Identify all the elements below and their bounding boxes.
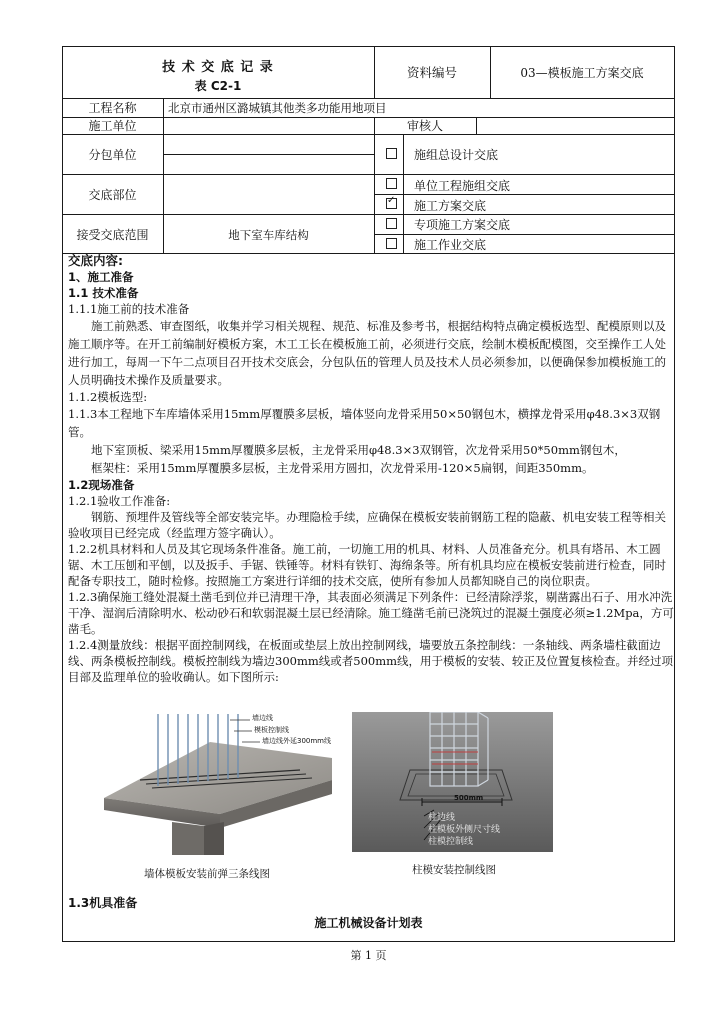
left-figure-caption: 墙体模板安装前弹三条线图	[144, 868, 270, 880]
option-checkbox-construction-plan[interactable]	[386, 198, 397, 209]
scope-value: 地下室车库结构	[228, 228, 309, 242]
option-checkbox-work-operation[interactable]	[386, 238, 397, 249]
content-heading: 交底内容:	[68, 253, 123, 268]
paragraph-column-formwork: 框架柱：采用15mm厚覆膜多层板，主龙骨采用方圆扣，次龙骨采用-120×5扁钢，间距350mm。	[91, 461, 594, 475]
page-number: 第 1 页	[350, 949, 387, 962]
column-formwork-figure	[352, 712, 553, 852]
paragraph-slab-formwork: 地下室顶板、梁采用15mm厚覆膜多层板，主龙骨采用φ48.3×3双钢管，次龙骨采用50*50mm钢包木，	[91, 443, 626, 457]
section-1-1-2: 1.1.2模板选型:	[68, 390, 148, 404]
equipment-table-title: 施工机械设备计划表	[314, 916, 423, 930]
project-name-label: 工程名称	[88, 101, 137, 115]
section-1-2: 1.2现场准备	[68, 478, 135, 492]
left-label-control-line: 模板控制线	[254, 726, 289, 734]
paragraph-survey-lines: 1.2.4测量放线：根据平面控制网线，在板面或垫层上放出控制网线，墙要放五条控制线：一条轴线、两条墙柱截面边线、两条模板控制线。模板控制线为墙边300mm线或者500mm线，用于模板的安装、较正及位置复核检查。并经过项目部及监理单位的验收确认。如下图所示:	[68, 638, 674, 684]
option-label-work-operation: 施工作业交底	[414, 238, 487, 252]
section-1-2-1: 1.2.1验收工作准备:	[68, 494, 171, 508]
paragraph-acceptance: 钢筋、预埋件及管线等全部安装完毕。办理隐检手续，应确保在模板安装前钢筋工程的隐蔽、机电安装工程等相关验收项目已经完成（经监理方签字确认）。	[68, 510, 666, 540]
record-title: 技 术 交 底 记 录	[162, 60, 274, 75]
reference-value: 03—模板施工方案交底	[520, 66, 644, 80]
right-dimension-500mm: 500mm	[454, 794, 484, 802]
subcontractor-label: 分包单位	[88, 148, 137, 162]
option-label-construction-plan: 施工方案交底	[414, 199, 487, 213]
disclosure-part-label: 交底部位	[88, 188, 137, 202]
option-checkbox-unit-engineering[interactable]	[386, 178, 397, 189]
left-label-offset-line: 墙边线外延300mm线	[262, 737, 331, 745]
section-1: 1、施工准备	[68, 270, 134, 284]
paragraph-construction-joint: 1.2.3确保施工缝处混凝土凿毛到位并已清理干净，其表面必须满足下列条件：已经清除浮浆，剔凿露出石子、用水冲洗干净、湿润后清除明水、松动砂石和软弱混凝土层已经清除。施工缝凿毛前已浇筑过的混凝土强度必须≥1.2Mpa，方可凿毛。	[68, 590, 674, 636]
form-number: 表 C2-1	[194, 79, 242, 93]
right-label-column-edge: 柱边线	[428, 813, 456, 823]
paragraph-wall-formwork: 1.1.3本工程地下车库墙体采用15mm厚覆膜多层板，墙体竖向龙骨采用50×50钢包木，横撑龙骨采用φ48.3×3双钢管。	[68, 407, 661, 439]
scope-label: 接受交底范围	[76, 228, 149, 242]
right-label-outer-dimension: 柱模板外侧尺寸线	[428, 825, 501, 835]
option-label-overall-design: 施组总设计交底	[414, 148, 499, 162]
section-1-1: 1.1 技术准备	[68, 286, 139, 300]
reviewer-label: 审核人	[406, 119, 443, 133]
section-1-1-1: 1.1.1施工前的技术准备	[68, 302, 190, 316]
section-1-3: 1.3机具准备	[68, 896, 138, 910]
paragraph-technical-prep: 施工前熟悉、审查图纸，收集并学习相关规程、规范、标准及参考书，根据结构特点确定模板选型、配模原则以及施工顺序等。在开工前编制好模板方案，木工工长在模板施工前，必须进行交底，绘制木模板配模图，交至操作工人处进行加工，每周一下午二点项目召开技术交底会，分包队伍的管理人员及技术人员必须参加，以便确保参加模板施工的人员明确技术操作及质量要求。	[68, 319, 666, 387]
left-label-wall-edge: 墙边线	[252, 714, 273, 722]
option-checkbox-overall-design[interactable]	[386, 148, 397, 159]
paragraph-equipment: 1.2.2机具材料和人员及其它现场条件准备。施工前，一切施工用的机具、材料、人员准备充分。机具有塔吊、木工圆锯、木工压刨和平刨，以及扳手、手锯、铁锤等。材料有铁钉、海绵条等。所有机具均应在模板安装前进行检查，同时配备专职技工，随时检修。按照施工方案进行详细的技术交底，使所有参加人员都知晓自己的岗位职责。	[68, 542, 666, 588]
wall-formwork-figure	[100, 710, 332, 855]
option-checkbox-special-plan[interactable]	[386, 218, 397, 229]
option-label-special-plan: 专项施工方案交底	[414, 218, 511, 232]
project-name-value: 北京市通州区潞城镇其他类多功能用地项目	[168, 101, 387, 115]
right-label-control-line: 柱模控制线	[428, 837, 474, 847]
option-label-unit-engineering: 单位工程施组交底	[414, 179, 511, 193]
reference-label: 资料编号	[406, 65, 457, 80]
construction-unit-label: 施工单位	[88, 119, 137, 133]
disclosure-content	[68, 253, 674, 685]
right-figure-caption: 柱模安装控制线图	[412, 864, 496, 876]
